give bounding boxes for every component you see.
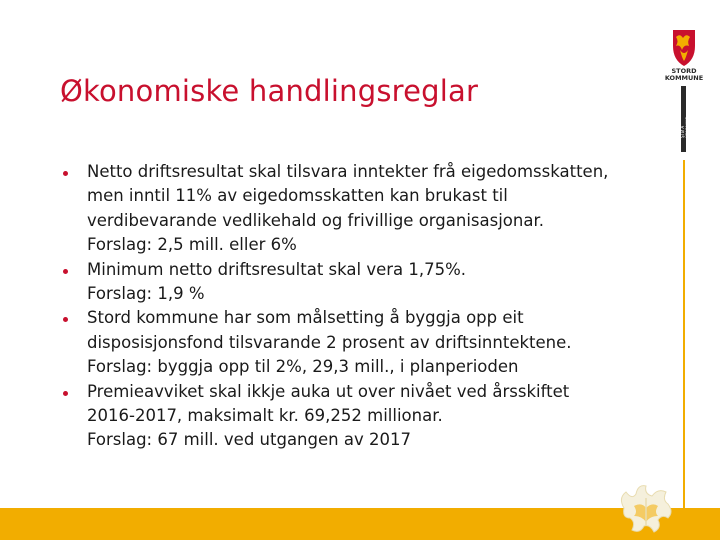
bullet-line: verdibevarande vedlikehald og frivillige organisasjonar. (87, 210, 544, 230)
bullet-line: Forslag: 67 mill. ved utgangen av 2017 (87, 430, 411, 450)
logo-name-line1: STORD (671, 67, 697, 75)
bullet-line: Forslag: 2,5 mill. eller 6% (87, 235, 297, 255)
heraldic-leaf-emblem-icon (612, 474, 682, 540)
bullet-line: 2016-2017, maksimalt kr. 69,252 millionar. (87, 406, 443, 426)
bullet-item (60, 160, 675, 258)
bullet-line: Stord kommune har som målsetting å byggja opp eit (87, 308, 524, 328)
bullet-line: men inntil 11% av eigedomsskatten kan brukast til (87, 186, 508, 206)
slide-title: Økonomiske handlingsreglar (60, 74, 479, 108)
bullet-dot-icon (63, 391, 68, 396)
bullet-line: Premieavviket skal ikkje auka ut over nivået ved årsskiftet (87, 381, 570, 401)
bullet-item (60, 258, 675, 307)
bullet-item (60, 306, 675, 379)
bullet-line: disposisjonsfond tilsvarande 2 prosent av driftsinntektene. (87, 332, 572, 352)
bullet-dot-icon (63, 269, 68, 274)
bullet-line: Forslag: byggja opp til 2%, 29,3 mill., i planperioden (87, 357, 519, 377)
bullet-line: Forslag: 1,9 % (87, 284, 205, 304)
stord-kommune-shield-icon (656, 28, 712, 68)
bullet-line: Minimum netto driftsresultat skal vera 1,75%. (87, 259, 467, 279)
logo-name-line2: KOMMUNE (664, 74, 704, 82)
municipality-logo (656, 28, 712, 138)
bullet-dot-icon (63, 171, 68, 176)
bullet-item (60, 380, 675, 453)
bullet-list (60, 160, 675, 453)
bullet-list-container (60, 160, 675, 453)
logo-bar-text: ŞTØ Ä KOMMUNE (680, 117, 690, 138)
accent-rule (683, 160, 685, 508)
logo-wordmark (656, 68, 712, 82)
bullet-line: Netto driftsresultat skal tilsvara inntekter frå eigedomsskatten, (87, 162, 609, 181)
bullet-dot-icon (63, 317, 68, 322)
